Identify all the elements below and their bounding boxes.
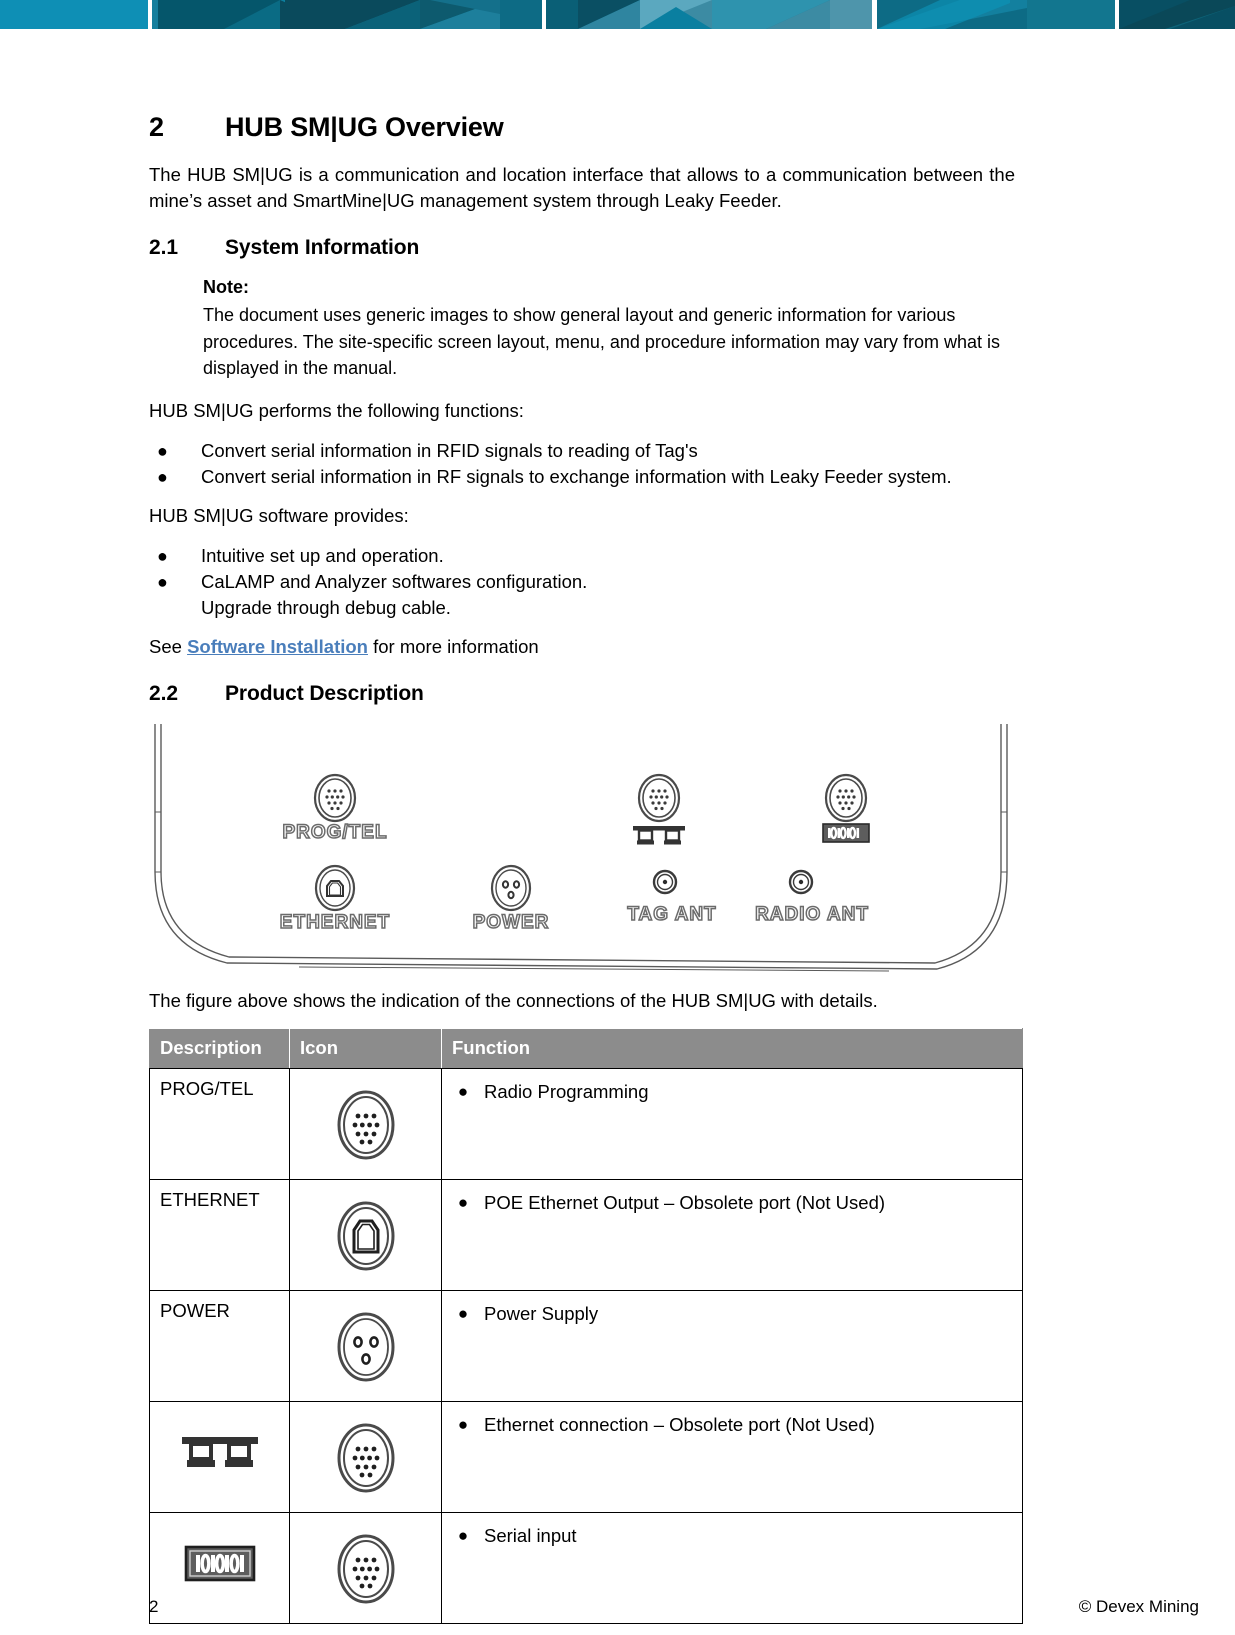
figure-label-power: POWER [472,911,550,933]
heading-product-description [149,682,1015,706]
page-footer [0,1575,1235,1635]
provides-list [149,543,1015,621]
list-item [149,438,1015,464]
section-number: 2 [149,112,164,142]
figure-network-icon [633,826,685,845]
figure-caption: The figure above shows the indication of the connections of the HUB SM|UG with details. [149,989,878,1011]
cell-function [442,1401,1023,1512]
table-header-row [150,1028,1023,1068]
subsection-title: Product Description [225,681,424,705]
subsection-number: 2.2 [149,681,178,705]
function-text: Ethernet connection – Obsolete port (Not Used) [484,1413,875,1435]
provides-lead: HUB SM|UG software provides: [149,504,409,526]
bullet-icon: ● [457,1525,469,1545]
rj45-circular-connector-icon [316,1186,416,1281]
multipin-circular-connector-icon [316,1075,416,1170]
list-item [149,569,1015,621]
function-text: Power Supply [484,1302,599,1324]
function-text: POE Ethernet Output – Obsolete port (Not Used) [484,1191,886,1213]
bullet-icon: ● [457,1192,469,1212]
bullet-icon: ● [157,466,168,487]
note-text: The document uses generic images to show general layout and generic information for various procedures. The site-specific screen layout, menu, and procedure information may vary from what is displayed in the manual. [203,305,1001,378]
performs-lead: HUB SM|UG performs the following functions: [149,399,524,421]
figure-prog-tel-connector [315,775,355,821]
figure-serial-connector [826,775,866,821]
table-row [150,1068,1023,1179]
cell-function [442,1290,1023,1401]
cell-description [150,1401,290,1512]
function-text: Serial input [484,1524,577,1546]
page-content [149,112,1015,1624]
cell-description: PROG/TEL [150,1068,290,1179]
see-suffix: for more information [367,635,539,657]
footer-page-number: 2 [149,1597,159,1616]
cell-function [442,1068,1023,1179]
bullet-icon: ● [457,1414,469,1434]
list-item-label: Convert serial information in RFID signals to reading of Tag's [201,439,698,461]
cell-icon [290,1068,442,1179]
list-item-label: Intuitive set up and operation. [201,544,444,566]
bullet-icon: ● [157,440,168,461]
section-title: HUB SM|UG Overview [225,112,504,142]
column-header-icon: Icon [290,1028,442,1068]
intro-paragraph: The HUB SM|UG is a communication and location interface that allows to a communication between the mine’s asset and SmartMine|UG management system through Leaky Feeder. [149,164,1015,211]
subsection-title: System Information [225,236,420,259]
software-installation-link[interactable]: Software Installation [187,635,368,657]
product-panel-figure [149,720,1015,978]
note-block [203,274,1015,382]
list-item-subline: Upgrade through debug cable. [201,596,451,618]
subsection-number: 2.1 [149,236,178,259]
note-label: Note: [203,277,249,297]
footer-copyright: © Devex Mining [1078,1597,1199,1616]
power-3pin-connector-icon [316,1297,416,1392]
figure-label-radio-ant: RADIO ANT [755,903,869,925]
cell-icon [290,1401,442,1512]
list-item [149,464,1015,490]
figure-label-tag-ant: TAG ANT [627,903,717,925]
table-row [150,1179,1023,1290]
column-header-description: Description [150,1028,290,1068]
cell-icon [290,1290,442,1401]
figure-serial-icon [823,824,869,842]
figure-label-ethernet: ETHERNET [279,911,391,933]
cell-description: POWER [150,1290,290,1401]
figure-label-prog-tel: PROG/TEL [282,821,388,843]
connections-table [149,1028,1023,1624]
multipin-circular-connector-icon [316,1408,416,1503]
network-two-computers-icon [168,1427,272,1481]
table-row [150,1290,1023,1401]
bullet-icon: ● [457,1303,469,1323]
column-header-function: Function [442,1028,1023,1068]
list-item-label: CaLAMP and Analyzer softwares configuration. [201,570,588,592]
cell-icon [290,1179,442,1290]
page-title [149,112,1015,143]
figure-network-connector [639,775,679,821]
figure-radio-ant-connector [790,871,812,893]
cell-description: ETHERNET [150,1179,290,1290]
bullet-icon: ● [157,545,168,566]
function-text: Radio Programming [484,1080,649,1102]
table-row [150,1401,1023,1512]
see-more-line [149,634,1015,660]
figure-ethernet-connector [316,866,354,910]
see-prefix: See [149,635,188,657]
performs-list [149,438,1015,490]
bullet-icon: ● [157,571,168,592]
heading-system-information [149,236,1015,260]
list-item-label: Convert serial information in RF signals to exchange information with Leaky Feeder system. [201,465,952,487]
figure-power-connector [492,866,530,910]
cell-function [442,1179,1023,1290]
list-item [149,543,1015,569]
figure-tag-ant-connector [654,871,676,893]
bullet-icon: ● [457,1081,469,1101]
